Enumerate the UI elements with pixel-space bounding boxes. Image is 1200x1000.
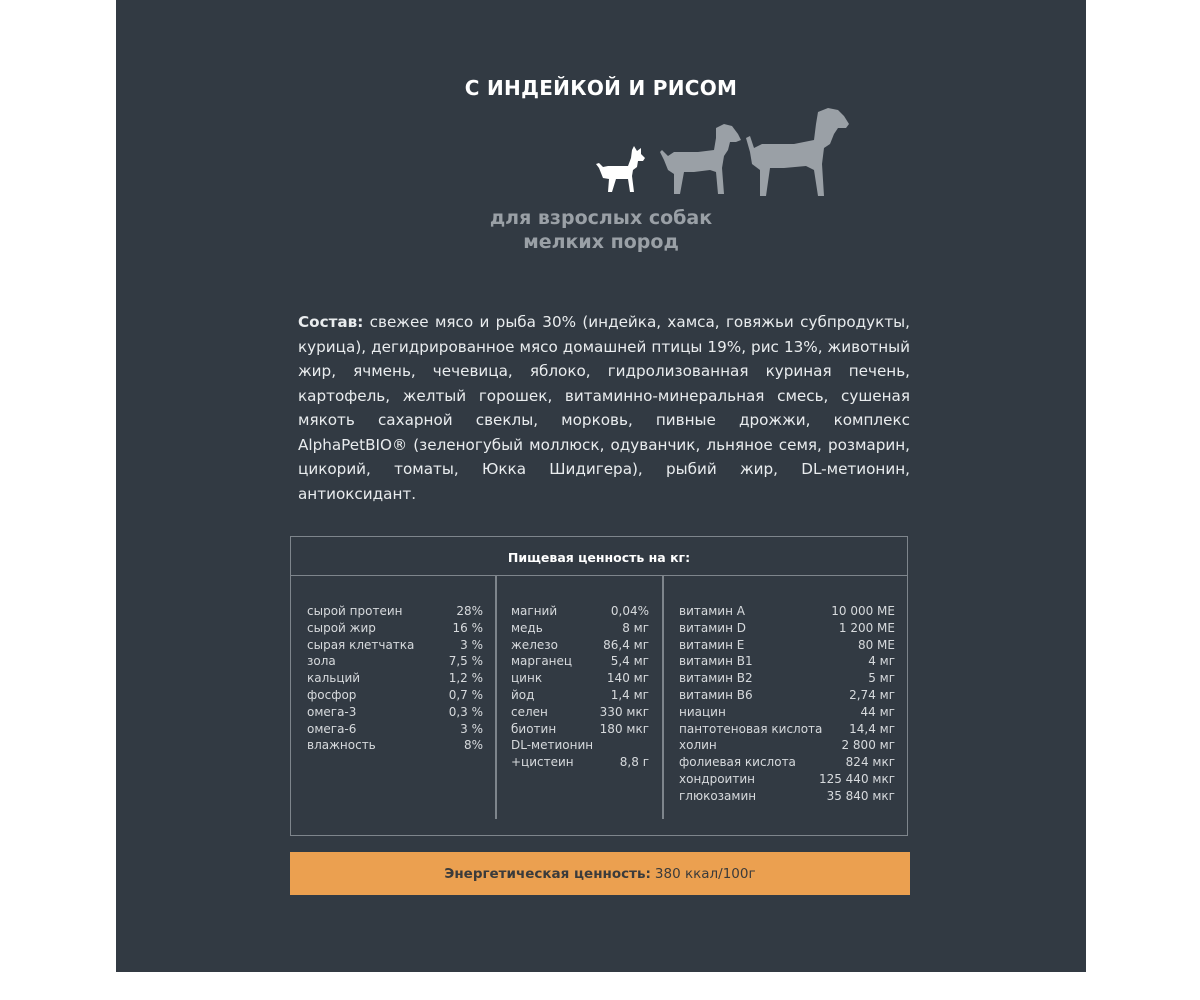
nutrient-value: 140 мг bbox=[606, 671, 649, 686]
nutrient-value: 5 мг bbox=[868, 671, 895, 686]
nutrient-name: +цистеин bbox=[511, 755, 574, 770]
small-dog-icon bbox=[594, 146, 646, 196]
nutrient-value: 180 мкг bbox=[599, 721, 649, 736]
nutrient-value: 1,4 мг bbox=[610, 687, 649, 702]
column-divider bbox=[662, 575, 664, 819]
nutrient-name: холин bbox=[679, 738, 717, 753]
nutrient-name: глюкозамин bbox=[679, 788, 757, 803]
medium-dog-icon bbox=[658, 122, 742, 198]
nutrient-row bbox=[307, 704, 483, 721]
nutrient-row bbox=[307, 653, 483, 670]
nutrient-value: 16 % bbox=[452, 620, 483, 635]
nutrient-row bbox=[511, 737, 649, 754]
nutrient-row bbox=[679, 653, 895, 670]
product-title: С ИНДЕЙКОЙ И РИСОМ bbox=[464, 76, 738, 100]
nutrient-row bbox=[307, 721, 483, 738]
nutrient-row bbox=[511, 754, 649, 771]
nutrient-value: 125 440 мкг bbox=[818, 771, 895, 786]
nutrient-name: влажность bbox=[307, 738, 376, 753]
nutrient-name: витамин В6 bbox=[679, 687, 753, 702]
nutrient-value: 10 000 МЕ bbox=[831, 604, 895, 618]
nutrient-name: витамин А bbox=[679, 604, 745, 618]
nutrition-column-2 bbox=[511, 603, 649, 771]
nutrient-value: 824 мкг bbox=[845, 755, 895, 770]
nutrient-name: DL-метионин bbox=[511, 738, 594, 753]
nutrient-row bbox=[679, 603, 895, 620]
energy-label: Энергетическая ценность: bbox=[444, 865, 651, 882]
nutrient-name: сырая клетчатка bbox=[307, 637, 415, 652]
nutrient-name: витамин В1 bbox=[679, 654, 753, 669]
nutrient-name: витамин D bbox=[679, 620, 746, 635]
nutrient-name: йод bbox=[511, 687, 535, 702]
nutrition-column-3 bbox=[679, 603, 895, 805]
nutrient-value: 1 200 МЕ bbox=[838, 620, 895, 635]
nutrient-name: витамин В2 bbox=[679, 671, 753, 686]
nutrient-value: 44 мг bbox=[860, 704, 895, 719]
nutrient-name: фолиевая кислота bbox=[679, 755, 796, 770]
nutrient-name: магний bbox=[511, 604, 558, 618]
nutrient-name: хондроитин bbox=[679, 771, 755, 786]
nutrition-title: Пищевая ценность на кг: bbox=[291, 537, 907, 576]
nutrient-row bbox=[307, 670, 483, 687]
target-audience bbox=[116, 206, 1086, 254]
nutrient-value: 14,4 мг bbox=[849, 721, 895, 736]
nutrient-name: кальций bbox=[307, 671, 361, 686]
subtitle-line-1: для взрослых собак bbox=[489, 207, 713, 229]
nutrient-value: 1,2 % bbox=[448, 671, 483, 686]
nutrient-name: селен bbox=[511, 704, 548, 719]
nutrient-name: медь bbox=[511, 620, 543, 635]
nutrient-value: 5,4 мг bbox=[610, 654, 649, 669]
nutrient-name: пантотеновая кислота bbox=[679, 721, 823, 736]
nutrient-name: ниацин bbox=[679, 704, 726, 719]
nutrient-value: 7,5 % bbox=[448, 654, 483, 669]
nutrient-value: 28% bbox=[456, 604, 483, 618]
nutrient-row bbox=[307, 637, 483, 654]
nutrient-value: 3 % bbox=[460, 721, 483, 736]
nutrient-value: 4 мг bbox=[868, 654, 895, 669]
nutrient-value: 8% bbox=[463, 738, 483, 753]
nutrient-row bbox=[307, 603, 483, 620]
column-divider bbox=[495, 575, 497, 819]
nutrient-row bbox=[307, 737, 483, 754]
nutrient-row bbox=[511, 670, 649, 687]
nutrient-row bbox=[307, 620, 483, 637]
nutrient-row bbox=[307, 687, 483, 704]
nutrient-value: 0,7 % bbox=[448, 687, 483, 702]
nutrition-column-1 bbox=[307, 603, 483, 754]
nutrient-value: 8 мг bbox=[622, 620, 649, 635]
nutrient-row bbox=[679, 637, 895, 654]
nutrient-row bbox=[511, 704, 649, 721]
nutrient-name: цинк bbox=[511, 671, 543, 686]
nutrient-name: омега-3 bbox=[307, 704, 357, 719]
nutrient-row bbox=[679, 687, 895, 704]
nutrient-value: 0,04% bbox=[610, 604, 649, 618]
nutrient-value: 2,74 мг bbox=[849, 687, 895, 702]
nutrient-value: 86,4 мг bbox=[603, 637, 649, 652]
energy-value-bar bbox=[290, 852, 910, 895]
nutrient-row bbox=[679, 737, 895, 754]
nutrient-row bbox=[679, 771, 895, 788]
energy-value: 380 ккал/100г bbox=[654, 865, 756, 882]
nutrient-row bbox=[679, 620, 895, 637]
nutrient-row bbox=[679, 788, 895, 805]
nutrient-name: омега-6 bbox=[307, 721, 357, 736]
nutrient-name: железо bbox=[511, 637, 558, 652]
nutrient-row bbox=[679, 704, 895, 721]
nutrient-row bbox=[511, 687, 649, 704]
nutrition-table bbox=[290, 536, 908, 836]
composition-body: свежее мясо и рыба 30% (индейка, хамса, говяжьи субпродукты, курица), дегидрированное мясо домашней птицы 19%, рис 13%, животный жир, ячмень, чечевица, яблоко, гидролизованная куриная печень, картофель, желтый горошек, витаминно-минеральная смесь, сушеная мякоть сахарной свеклы, морковь, пивные дрожжи, комплекс AlphaPetBIO® (зеленогубый моллюск, одуванчик, льняное семя, розмарин, цикорий, томаты, Юкка Шидигера), рыбий жир, DL-метионин, антиоксидант. bbox=[298, 313, 911, 503]
nutrient-name: биотин bbox=[511, 721, 557, 736]
nutrient-value: 330 мкг bbox=[599, 704, 649, 719]
nutrient-value: 8,8 г bbox=[619, 755, 649, 770]
nutrient-row bbox=[511, 620, 649, 637]
nutrient-value: 0,3 % bbox=[448, 704, 483, 719]
subtitle-line-2: мелких пород bbox=[523, 231, 679, 253]
nutrient-name: фосфор bbox=[307, 687, 357, 702]
composition-text bbox=[298, 310, 910, 506]
nutrient-value: 35 840 мкг bbox=[826, 788, 895, 803]
nutrient-row bbox=[511, 653, 649, 670]
nutrient-row bbox=[679, 721, 895, 738]
nutrient-value: 3 % bbox=[460, 637, 483, 652]
nutrient-row bbox=[679, 670, 895, 687]
nutrient-name: витамин Е bbox=[679, 637, 745, 652]
nutrient-row bbox=[511, 637, 649, 654]
large-dog-icon bbox=[744, 108, 850, 200]
nutrient-name: марганец bbox=[511, 654, 573, 669]
composition-label: Состав: bbox=[298, 313, 364, 331]
nutrient-row bbox=[679, 754, 895, 771]
dog-size-icons bbox=[586, 108, 856, 200]
nutrient-value: 2 800 мг bbox=[841, 738, 895, 753]
nutrient-name: зола bbox=[307, 654, 336, 669]
nutrient-row bbox=[511, 603, 649, 620]
nutrient-name: сырой жир bbox=[307, 620, 376, 635]
nutrient-row bbox=[511, 721, 649, 738]
nutrient-name: сырой протеин bbox=[307, 604, 403, 618]
nutrient-value: 80 МЕ bbox=[857, 637, 895, 652]
